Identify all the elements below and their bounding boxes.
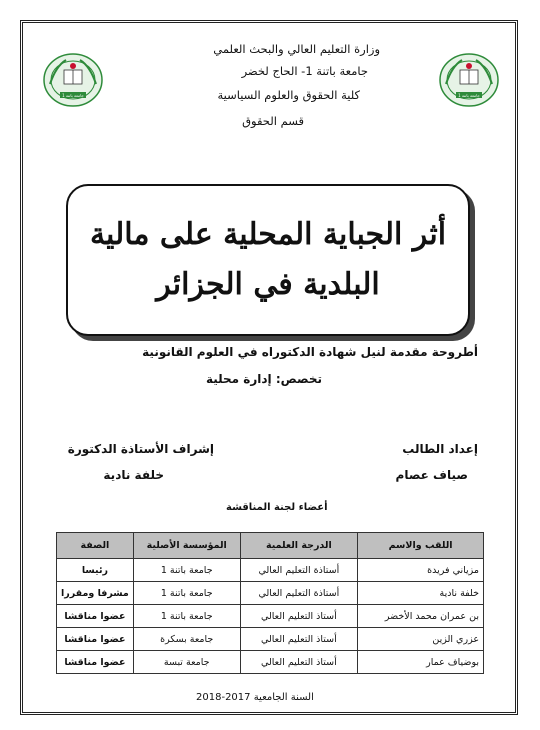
- col-header-institution: المؤسسة الأصلية: [133, 533, 240, 559]
- table-row: [57, 582, 484, 605]
- member-institution: جامعة باتنة 1: [133, 605, 240, 628]
- academic-year: السنة الجامعية 2017-2018: [196, 692, 314, 703]
- member-degree: أستاذة التعليم العالي: [240, 559, 358, 582]
- member-name: خلفة نادية: [358, 582, 484, 605]
- member-role: عضوا مناقشا: [57, 605, 134, 628]
- committee-title: أعضاء لجنة المناقشة: [226, 502, 328, 513]
- logo-right-text: جامعة باتنة 1: [458, 93, 480, 98]
- member-degree: أستاذ التعليم العالي: [240, 651, 358, 674]
- table-row: [57, 605, 484, 628]
- specialization: تخصص: إدارة محلية: [205, 372, 322, 386]
- university-line: جامعة باتنة 1- الحاج لخضر: [241, 64, 368, 78]
- logo-left-text: جامعة باتنة 1: [62, 93, 84, 98]
- faculty-line: كلية الحقوق والعلوم السياسية: [217, 88, 360, 102]
- col-header-degree: الدرجة العلمية: [240, 533, 358, 559]
- member-institution: جامعة تبسة: [133, 651, 240, 674]
- member-institution: جامعة بسكرة: [133, 628, 240, 651]
- university-logo-left: [42, 52, 104, 108]
- member-institution: جامعة باتنة 1: [133, 559, 240, 582]
- thesis-title-box: [66, 184, 470, 336]
- thesis-subtitle: أطروحة مقدمة لنيل شهادة الدكتوراه في العلوم القانونية: [142, 345, 478, 359]
- member-name: بن عمران محمد الأخضر: [358, 605, 484, 628]
- member-role: مشرفا ومقررا: [57, 582, 134, 605]
- col-header-name: اللقب والاسم: [358, 533, 484, 559]
- member-degree: أستاذة التعليم العالي: [240, 582, 358, 605]
- member-institution: جامعة باتنة 1: [133, 582, 240, 605]
- table-row: [57, 628, 484, 651]
- member-role: عضوا مناقشا: [57, 628, 134, 651]
- ministry-line: وزارة التعليم العالي والبحث العلمي: [213, 42, 380, 56]
- col-header-role: الصفة: [57, 533, 134, 559]
- member-degree: أستاذ التعليم العالي: [240, 605, 358, 628]
- prepared-by-label: إعداد الطالب: [402, 442, 478, 456]
- table-header-row: [57, 533, 484, 559]
- member-name: عزري الزين: [358, 628, 484, 651]
- table-row: [57, 559, 484, 582]
- member-role: عضوا مناقشا: [57, 651, 134, 674]
- thesis-title-line-2: البلدية في الجزائر: [156, 267, 380, 302]
- jury-table: [56, 532, 484, 674]
- member-role: رئيسا: [57, 559, 134, 582]
- member-name: بوضياف عمار: [358, 651, 484, 674]
- supervisor-name: خلفة نادية: [103, 468, 164, 482]
- table-row: [57, 651, 484, 674]
- member-name: مزياني فريدة: [358, 559, 484, 582]
- supervision-label: إشراف الأستاذة الدكتورة: [67, 442, 214, 456]
- thesis-title-line-1: أثر الجباية المحلية على مالية: [89, 217, 447, 252]
- student-name: صياف عصام: [395, 468, 468, 482]
- university-logo-right: [438, 52, 500, 108]
- member-degree: أستاذ التعليم العالي: [240, 628, 358, 651]
- department-line: قسم الحقوق: [242, 114, 304, 128]
